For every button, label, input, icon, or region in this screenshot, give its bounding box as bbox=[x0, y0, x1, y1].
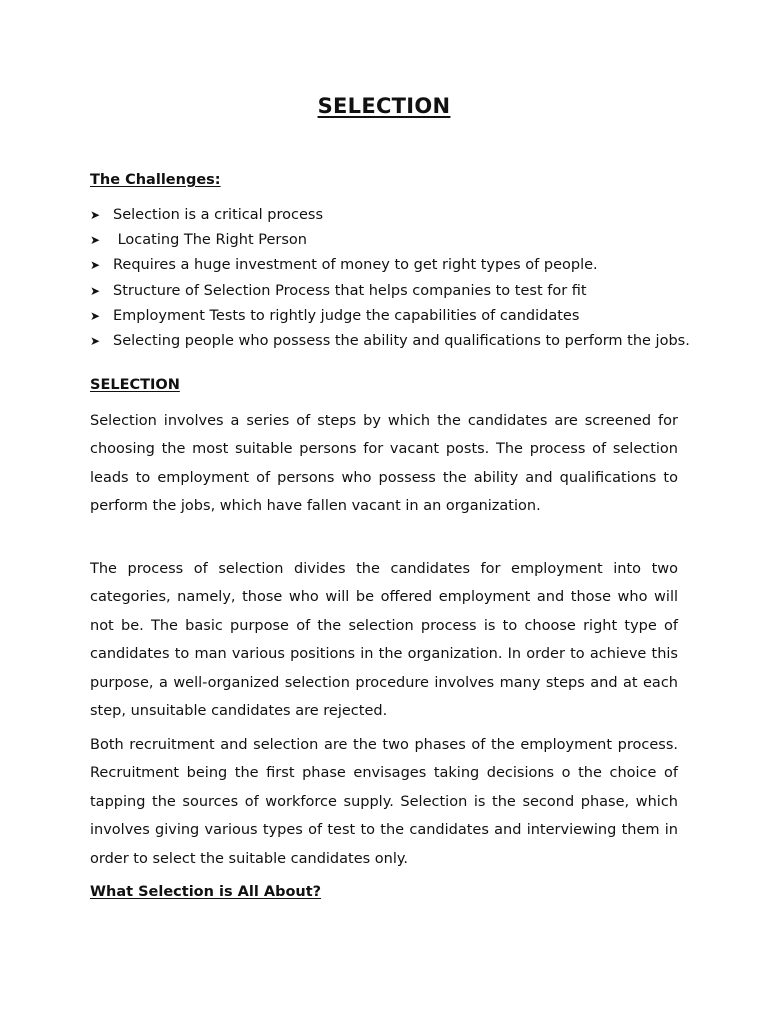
list-item-text: Requires a huge investment of money to get right types of people. bbox=[113, 257, 598, 274]
list-item bbox=[90, 256, 690, 281]
arrowhead-bullet-icon: ➤ bbox=[90, 258, 101, 273]
list-item bbox=[90, 282, 690, 307]
arrowhead-bullet-icon: ➤ bbox=[90, 283, 101, 298]
list-item bbox=[90, 307, 690, 332]
challenges-list bbox=[90, 206, 690, 351]
arrowhead-bullet-icon: ➤ bbox=[90, 208, 101, 222]
paragraph: Both recruitment and selection are the two phases of the employment process. Recruitment being the first phase envisages taking decisions o the choice of tapping the sources of workforce supply. Selection is the second phase, which involves giving various types of test to the candidates and interviewing them in order to select the suitable candidates only. bbox=[90, 737, 678, 867]
list-item-text: Selecting people who possess the ability and qualifications to perform the jobs. bbox=[113, 332, 690, 349]
list-item bbox=[90, 231, 690, 256]
page-title: SELECTION bbox=[317, 94, 451, 118]
list-item bbox=[90, 206, 690, 231]
section-heading-what-selection-is: What Selection is All About? bbox=[90, 884, 322, 900]
paragraph: Selection involves a series of steps by which the candidates are screened for choosing the most suitable persons for vacant posts. The process of selection leads to employment of persons who possess the ability and qualifications to perform the jobs, which have fallen vacant in an organization. bbox=[90, 413, 678, 515]
arrowhead-bullet-icon: ➤ bbox=[90, 333, 101, 348]
list-item-text: Locating The Right Person bbox=[113, 232, 307, 249]
challenges-heading: The Challenges: bbox=[90, 172, 221, 188]
section-heading-selection: SELECTION bbox=[90, 377, 180, 393]
arrowhead-bullet-icon: ➤ bbox=[90, 308, 101, 323]
list-item-text: Selection is a critical process bbox=[113, 207, 324, 223]
arrowhead-bullet-icon: ➤ bbox=[90, 233, 101, 248]
paragraph: The process of selection divides the candidates for employment into two categories, namely, those who will be offered employment and those who will not be. The basic purpose of the selection process is to choose right type of candidates to man various positions in the organization. In order to achieve this purpose, a well-organized selection procedure involves many steps and at each step, unsuitable candidates are rejected. bbox=[90, 561, 678, 720]
list-item-text: Employment Tests to rightly judge the capabilities of candidates bbox=[113, 307, 580, 324]
list-item-text: Structure of Selection Process that helps companies to test for fit bbox=[113, 282, 587, 299]
list-item bbox=[90, 332, 690, 351]
